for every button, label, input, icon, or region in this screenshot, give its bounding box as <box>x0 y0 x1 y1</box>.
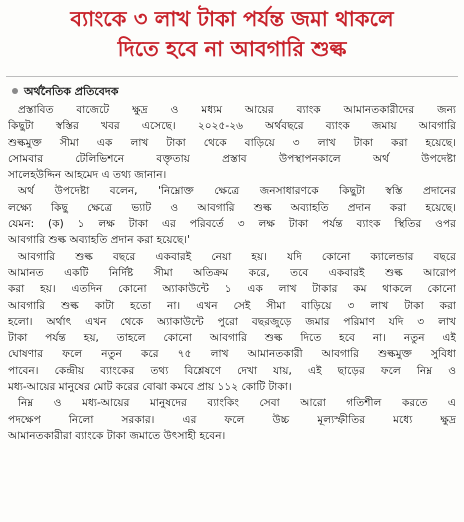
headline-divider <box>6 76 458 77</box>
bullet-icon <box>12 88 18 94</box>
article-line: হলো। অর্থাৎ এখন থেকে অ্যাকাউন্টে পুরো বছরজুড়ে জমার পরিমাণ যদি ৩ লাখ <box>8 315 456 328</box>
article-line: সালেহউদ্দিন আহমেদ এ তথ্য জানান। <box>8 169 167 182</box>
article-line: পদক্ষেপ নিলো সরকার। এর ফলে উচ্চ মূল্যস্ফীতির মধ্যে ক্ষুদ্র <box>8 413 456 426</box>
article-body <box>8 102 456 444</box>
headline <box>4 4 460 64</box>
article-line: নিম্ন ও মধ্য-আয়ের মানুষদের ব্যাংকিং সেবা আরো গতিশীল করতে এ <box>18 397 456 410</box>
article-line: লক্ষ্যে কিছু ক্ষেত্রে ভ্যাট ও আবগারি শুল্ক অব্যাহতি প্রদান করা হয়েছে। <box>8 201 456 214</box>
byline-text: অর্থনৈতিক প্রতিবেদক <box>24 85 119 98</box>
article-line: আমানত একটি নির্দিষ্ট সীমা অতিক্রম করে, তবে একবারই শুল্ক আরোপ <box>8 266 456 279</box>
article-line: পাবেন। কেন্দ্রীয় ব্যাংকের তথ্য বিশ্লেষণে দেখা যায়, এই ছাড়ের ফলে নিম্ন ও <box>8 364 456 377</box>
article-line: শুল্কমুক্ত সীমা এক লাখ টাকা থেকে বাড়িয়ে ৩ লাখ টাকা করা হয়েছে। <box>8 136 456 149</box>
article-line: অর্থ উপদেষ্টা বলেন, 'নিম্নোক্ত ক্ষেত্রে জনসাধারণকে কিছুটা স্বস্তি প্রদানের <box>18 185 456 198</box>
headline-line-2: দিতে হবে না আবগারি শুল্ক <box>117 37 347 61</box>
article-line: কিছুটা স্বস্তির খবর এসেছে। ২০২৫-২৬ অর্থবছরে ব্যাংক জমায় আবগারি <box>8 120 456 133</box>
article-line: যেমন: (ক) ১ লক্ষ টাকা এর পরিবর্তে ৩ লক্ষ টাকা পর্যন্ত ব্যাংক স্থিতির ওপর <box>8 218 456 231</box>
article-paragraph <box>8 395 456 444</box>
article-line: আমানতকারীরা ব্যাংকে টাকা জমাতে উৎসাহী হবেন। <box>8 429 226 442</box>
article-line: আবগারি শুল্ক কাটা হতো না। এখন সেই সীমা বাড়িয়ে ৩ লাখ টাকা করা <box>8 299 456 312</box>
article-line: আবগারি শুল্ক বছরে একবারই নেয়া হয়। যদি কোনো ক্যালেন্ডার বছরে <box>18 250 456 263</box>
headline-line-1: ব্যাংকে ৩ লাখ টাকা পর্যন্ত জমা থাকলে <box>70 7 394 31</box>
byline <box>12 84 118 100</box>
article-paragraph <box>8 102 456 183</box>
article-line: আবগারি শুল্ক অব্যাহতি প্রদান করা হয়েছে।' <box>8 234 191 247</box>
article-line: টাকা পর্যন্ত হয়, তাহলে কোনো আবগারি শুল্ক দিতে হবে না। নতুন এই <box>8 332 456 345</box>
article-paragraph <box>8 249 456 396</box>
article-line: ঘোষণার ফলে নতুন করে ৭৫ লাখ আমানতকারী আবগারি শুল্কমুক্ত সুবিধা <box>8 348 456 361</box>
article-line: সোমবার টেলিভিশনে বক্তৃতায় প্রস্তাব উপস্থাপনকালে অর্থ উপদেষ্টা <box>8 152 456 165</box>
article-line: মধ্য-আয়ের মানুষের মোট করের বোঝা কমবে প্রায় ১১২ কোটি টাকা। <box>8 381 292 394</box>
article-line: প্রস্তাবিত বাজেটে ক্ষুদ্র ও মধ্যম আয়ের ব্যাংক আমানতকারীদের জন্য <box>18 104 456 116</box>
article-line: করা হয়। এতদিন কোনো অ্যাকাউন্টে ১ এক লাখ টাকার কম থাকলে কোনো <box>8 283 456 296</box>
article-paragraph <box>8 183 456 248</box>
